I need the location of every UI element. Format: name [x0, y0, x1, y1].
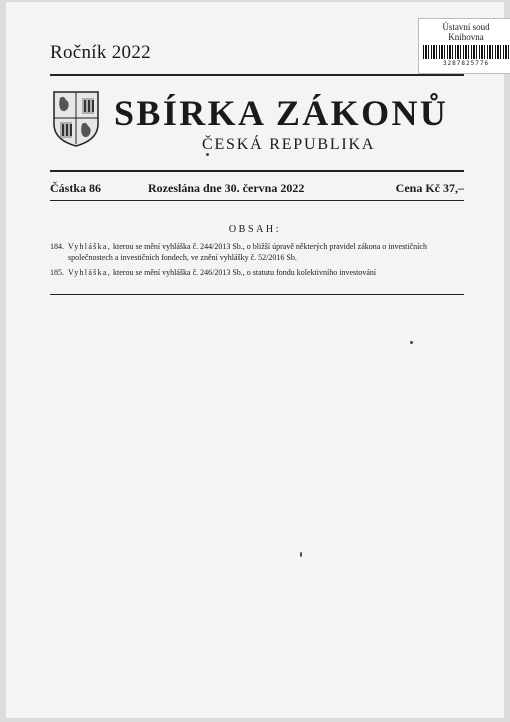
entry-text: kterou se mění vyhláška č. 246/2013 Sb., o statutu fondu kolektivního investování	[111, 268, 377, 277]
issue-part: Částka 86	[50, 181, 102, 195]
entry-number: 185.	[50, 268, 64, 277]
scan-speck	[410, 341, 413, 344]
contents-list	[50, 241, 464, 278]
page-title: SBÍRKA ZÁKONŮ	[114, 93, 449, 133]
contents-heading: OBSAH:	[228, 224, 282, 235]
divider-bottom	[50, 294, 464, 295]
scan-speck	[206, 153, 209, 156]
divider-middle	[50, 170, 464, 172]
state-emblem-icon	[52, 90, 100, 148]
issue-date: Rozeslána dne 30. června 2022	[148, 181, 305, 195]
document-page	[6, 2, 504, 718]
entry-type: Vyhláška,	[68, 242, 112, 251]
contents-entry	[50, 241, 464, 263]
barcode-number: 3287825776	[442, 60, 490, 67]
library-stamp-label	[418, 18, 510, 74]
volume-year: Ročník 2022	[50, 42, 151, 63]
library-department: Knihovna	[448, 32, 484, 42]
contents-entry	[50, 267, 464, 278]
entry-number: 184.	[50, 242, 64, 251]
divider-top	[50, 74, 464, 76]
scan-speck	[300, 552, 302, 557]
page-subtitle: ČESKÁ REPUBLIKA	[202, 136, 376, 153]
library-court-name: Ústavní soud	[442, 22, 490, 32]
issue-price: Cena Kč 37,–	[395, 181, 464, 195]
entry-text: kterou se mění vyhláška č. 244/2013 Sb., o bližší úpravě některých pravidel zákona o investičních společnostech a investičních fondech, ve znění vyhlášky č. 52/2016 Sb.	[68, 242, 427, 262]
barcode	[423, 45, 509, 59]
entry-type: Vyhláška,	[68, 268, 112, 277]
divider-meta	[50, 200, 464, 201]
